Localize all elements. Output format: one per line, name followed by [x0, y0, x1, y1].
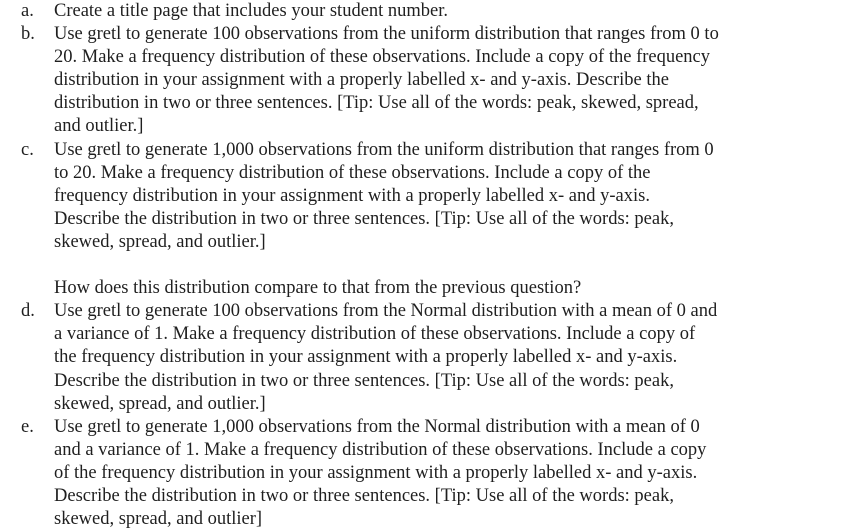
- text-line: skewed, spread, and outlier.]: [54, 393, 266, 414]
- text-line: How does this distribution compare to that from the previous question?: [54, 278, 582, 299]
- text-line: Use gretl to generate 100 observations from the uniform distribution that ranges from 0 to: [54, 24, 719, 45]
- list-marker: c.: [21, 139, 34, 160]
- list-marker: d.: [21, 301, 35, 322]
- text-line: Describe the distribution in two or three sentences. [Tip: Use all of the words: peak,: [54, 208, 674, 229]
- text-line: Create a title page that includes your student number.: [54, 1, 449, 21]
- text-line: of the frequency distribution in your assignment with a properly labelled x- and y-axis.: [54, 462, 698, 483]
- list-item-e: [0, 416, 784, 531]
- text-line: Use gretl to generate 100 observations from the Normal distribution with a mean of 0 and: [54, 301, 718, 322]
- text-line: distribution in your assignment with a properly labelled x- and y-axis. Describe the: [54, 70, 669, 91]
- text-line: and outlier.]: [54, 116, 144, 137]
- text-line: a variance of 1. Make a frequency distribution of these observations. Include a copy of: [54, 324, 696, 345]
- list-item-text: [54, 23, 784, 138]
- list-item-text: [54, 0, 784, 23]
- list-marker: b.: [21, 24, 35, 45]
- list-item-b: [0, 23, 784, 138]
- text-line: 20. Make a frequency distribution of these observations. Include a copy of the frequency: [54, 47, 711, 68]
- text-line: Describe the distribution in two or three sentences. [Tip: Use all of the words: peak,: [54, 485, 674, 506]
- list-item-a: [0, 0, 784, 23]
- text-line: distribution in two or three sentences. [Tip: Use all of the words: peak, skewed, spread,: [54, 93, 699, 114]
- list-item-text: [54, 139, 784, 254]
- text-line: Describe the distribution in two or three sentences. [Tip: Use all of the words: peak,: [54, 370, 674, 391]
- list-item-d: [0, 300, 784, 415]
- text-line: to 20. Make a frequency distribution of these observations. Include a copy of the: [54, 162, 651, 183]
- list-item-text: [54, 416, 784, 531]
- text-line: skewed, spread, and outlier.]: [54, 231, 266, 252]
- text-line: Use gretl to generate 1,000 observations from the Normal distribution with a mean of 0: [54, 416, 700, 437]
- text-line: Use gretl to generate 1,000 observations from the uniform distribution that ranges from 0: [54, 139, 714, 160]
- list-marker: a.: [21, 1, 34, 21]
- text-line: the frequency distribution in your assignment with a properly labelled x- and y-axis.: [54, 347, 678, 368]
- text-line: frequency distribution in your assignment with a properly labelled x- and y-axis.: [54, 185, 650, 206]
- blank-line: [0, 254, 843, 277]
- list-marker: e.: [21, 416, 34, 437]
- list-item-text: [54, 300, 784, 415]
- list-item-c: [0, 139, 784, 254]
- text-line: and a variance of 1. Make a frequency distribution of these observations. Include a copy: [54, 439, 707, 460]
- followup-question: [0, 277, 843, 300]
- text-line: skewed, spread, and outlier]: [54, 509, 263, 530]
